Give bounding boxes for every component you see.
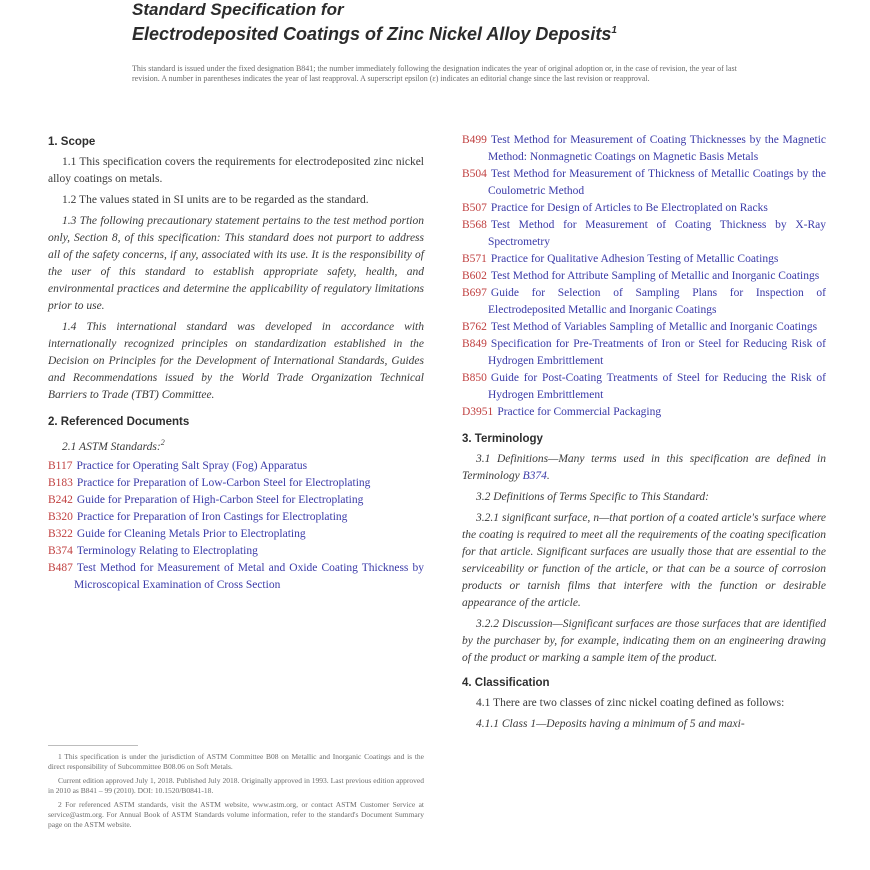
reference-code-link[interactable]: B568 [462, 219, 487, 231]
right-column [462, 132, 826, 737]
title-footnote-mark: 1 [611, 25, 617, 36]
reference-item [462, 268, 826, 285]
reference-list-left [48, 458, 424, 594]
document-title [132, 0, 772, 46]
reference-title-link[interactable]: Practice for Qualitative Adhesion Testing of Metallic Coatings [490, 253, 779, 265]
reference-title-link[interactable]: Guide for Preparation of High-Carbon Steel for Electroplating [76, 493, 364, 506]
term-3-1: 3.1 Definitions—Many terms used in this specification are defined in Terminology B374. [462, 453, 826, 482]
reference-code-link[interactable]: B487 [48, 561, 73, 574]
referenced-documents-heading: 2. Referenced Documents [48, 416, 190, 428]
reference-title-link[interactable]: Guide for Post-Coating Treatments of Steel for Reducing the Risk of Hydrogen Embrittlement [488, 372, 826, 401]
reference-title-link[interactable]: Test Method for Measurement of Coating Thickness by X-Ray Spectrometry [488, 219, 826, 248]
reference-item [48, 458, 424, 475]
reference-code-link[interactable]: B504 [462, 168, 487, 180]
reference-code-link[interactable]: B117 [48, 459, 73, 472]
scope-paragraph: 1.2 The values stated in SI units are to be regarded as the standard. [62, 194, 369, 206]
term-3-2-2: 3.2.2 Discussion—Significant surfaces are those surfaces that are identified by the purchaser by, for example, indicating them on an engineering drawing of the product or marking a sample item of the product. [462, 618, 826, 664]
reference-code-link[interactable]: B322 [48, 527, 73, 540]
reference-list-right [462, 132, 826, 421]
reference-code-link[interactable]: B183 [48, 476, 73, 489]
scope-paragraph: 1.3 The following precautionary statement pertains to the test method portion only, Section 8, of this specification: This standard does not purport to address all of the safety concerns, if any, associated with its use. It is the responsibility of the user of this standard to establish appropriate safety, health, and environmental practices and determine the applicability of regulatory limitations prior to use. [48, 215, 424, 312]
reference-title-link[interactable]: Test Method for Measurement of Coating Thicknesses by the Magnetic Method: Nonmagnetic Coatings on Magnetic Basis Metals [488, 134, 826, 163]
left-column [48, 132, 424, 594]
reference-title-link[interactable]: Practice for Commercial Packaging [497, 406, 662, 418]
scope-paragraph: 1.1 This specification covers the requirements for electrodeposited zinc nickel alloy coatings on metals. [48, 156, 424, 185]
footnote: 1 This specification is under the jurisdiction of ASTM Committee B08 on Metallic and Inorganic Coatings and is the direct responsibility of Subcommittee B08.06 on Soft Metals. [48, 752, 424, 771]
reference-code-link[interactable]: B507 [462, 202, 487, 214]
reference-item [462, 166, 826, 200]
reference-item [48, 526, 424, 543]
reference-code-link[interactable]: B602 [462, 270, 487, 282]
reference-item [462, 200, 826, 217]
terminology-link[interactable]: B374 [522, 470, 547, 482]
reference-title-link[interactable]: Guide for Cleaning Metals Prior to Electroplating [76, 527, 306, 540]
reference-item [462, 285, 826, 319]
term-3-2: 3.2 Definitions of Terms Specific to This Standard: [476, 491, 709, 503]
reference-title-link[interactable]: Practice for Operating Salt Spray (Fog) Apparatus [76, 459, 308, 472]
reference-code-link[interactable]: B320 [48, 510, 73, 523]
reference-item [462, 132, 826, 166]
title-line-2: Electrodeposited Coatings of Zinc Nickel Alloy Deposits$^1$ [132, 24, 617, 44]
reference-item [48, 543, 424, 560]
reference-item [462, 404, 826, 421]
reference-item [48, 560, 424, 594]
reference-title-link[interactable]: Test Method of Variables Sampling of Metallic and Inorganic Coatings [490, 321, 818, 333]
class-4-1: 4.1 There are two classes of zinc nickel coating defined as follows: [476, 697, 785, 709]
reference-item [48, 492, 424, 509]
reference-code-link[interactable]: B697 [462, 287, 487, 299]
class-4-1-1: 4.1.1 Class 1—Deposits having a minimum of 5 and maxi- [476, 718, 745, 730]
reference-item [48, 475, 424, 492]
classification-heading: 4. Classification [462, 677, 550, 689]
reference-title-link[interactable]: Guide for Selection of Sampling Plans for Inspection of Electrodeposited Metallic and Inorganic Coatings [488, 287, 826, 316]
reference-item [462, 319, 826, 336]
reference-title-link[interactable]: Test Method for Measurement of Thickness of Metallic Coatings by the Coulometric Method [488, 168, 826, 197]
reference-code-link[interactable]: B374 [48, 544, 73, 557]
reference-title-link[interactable]: Test Method for Attribute Sampling of Metallic and Inorganic Coatings [490, 270, 820, 282]
reference-code-link[interactable]: D3951 [462, 406, 494, 418]
scope-section [48, 154, 424, 404]
reference-item [462, 370, 826, 404]
reference-title-link[interactable]: Specification for Pre-Treatments of Iron or Steel for Reducing Risk of Hydrogen Embrittlement [488, 338, 826, 367]
footnotes [48, 752, 424, 834]
reference-title-link[interactable]: Test Method for Measurement of Metal and Oxide Coating Thickness by Microscopical Examination of Cross Section [74, 561, 424, 591]
reference-item [462, 217, 826, 251]
reference-item [462, 336, 826, 370]
astm-standards-label: 2.1 ASTM Standards:$^2$ [62, 438, 165, 453]
footnote: Current edition approved July 1, 2018. Published July 2018. Originally approved in 1993. Last previous edition approved in 2010 as B841 – 99 (2010). DOI: 10.1520/B0841-18. [48, 776, 424, 795]
reference-title-link[interactable]: Practice for Design of Articles to Be Electroplated on Racks [490, 202, 768, 214]
reference-code-link[interactable]: B849 [462, 338, 487, 350]
reference-title-link[interactable]: Practice for Preparation of Low-Carbon Steel for Electroplating [76, 476, 371, 489]
terminology-heading: 3. Terminology [462, 433, 543, 445]
reference-item [462, 251, 826, 268]
reference-code-link[interactable]: B499 [462, 134, 487, 146]
scope-paragraph: 1.4 This international standard was developed in accordance with internationally recognized principles on standardization established in the Decision on Principles for the Development of International Standards, Guides and Recommendations issued by the World Trade Organization Technical Barriers to Trade (TBT) Committee. [48, 321, 424, 401]
reference-title-link[interactable]: Terminology Relating to Electroplating [76, 544, 258, 557]
reference-title-link[interactable]: Practice for Preparation of Iron Castings for Electroplating [76, 510, 348, 523]
reference-item [48, 509, 424, 526]
title-line-1: Standard Specification for [132, 0, 344, 19]
footnote: 2 For referenced ASTM standards, visit the ASTM website, www.astm.org, or contact ASTM Customer Service at service@astm.org. For Annual Book of ASTM Standards volume information, refer to the standard's Document Summary page on the ASTM website. [48, 800, 424, 829]
reference-code-link[interactable]: B571 [462, 253, 487, 265]
reference-code-link[interactable]: B242 [48, 493, 73, 506]
reference-code-link[interactable]: B762 [462, 321, 487, 333]
designation-notice: This standard is issued under the fixed designation B841; the number immediately following the designation indicates the year of original adoption or, in the case of revision, the year of last revision. A number in parentheses indicates the year of last reapproval. A superscript epsilon (ε) indicates an editorial change since the last revision or reapproval. [132, 64, 737, 83]
reference-code-link[interactable]: B850 [462, 372, 487, 384]
footnote-divider [48, 745, 138, 746]
term-3-2-1: 3.2.1 significant surface, n—that portion of a coated article's surface where the coating is required to meet all the requirements of the coating specification for that article. Significant surfaces are usually those that are essential to the serviceability or function of the article, or that can be a source of corrosion products or tarnish films that interfere with the function or desirable appearance of the article. [462, 512, 826, 609]
scope-heading: 1. Scope [48, 136, 96, 148]
